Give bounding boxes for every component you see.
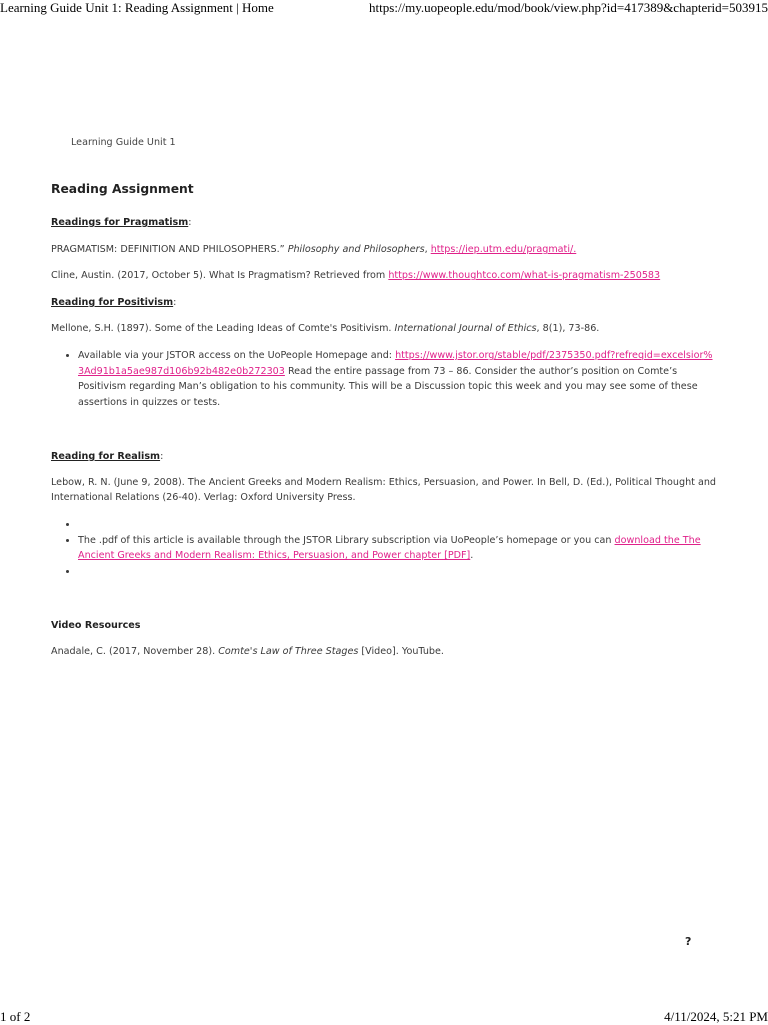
video-ref-title: Comte's Law of Three Stages bbox=[218, 646, 359, 657]
realism-heading: Reading for Realism bbox=[51, 451, 161, 462]
positivism-bullet-instructions: Read the entire passage from 73 – 86. Consider the author’s position on Comte’s Positivism regarding Man’s obligation to his community. This will be a Discussion topic this week and you may see some of these assertions in quizzes or tests. bbox=[78, 365, 698, 408]
pragmatism-ref2-text: Cline, Austin. (2017, October 5). What Is Pragmatism? Retrieved from bbox=[51, 270, 389, 281]
positivism-ref-tail: , 8(1), 73-86. bbox=[536, 323, 600, 334]
video-ref-text: Anadale, C. (2017, November 28). bbox=[51, 646, 219, 657]
realism-bullet-text: The .pdf of this article is available through the JSTOR Library subscription via UoPeople’s homepage or you can bbox=[78, 534, 615, 546]
list-item bbox=[78, 533, 718, 564]
print-footer bbox=[0, 1009, 768, 1025]
realism-bullet-period: . bbox=[470, 550, 474, 561]
list-item bbox=[78, 348, 718, 410]
jstor-positivism-link[interactable]: https://www.jstor.org/stable/pdf/2375350.pdf?refreqid=excelsior%3Ad91b1a5ae987d106b92b482e0b272303 bbox=[78, 350, 713, 377]
iep-pragmatism-link[interactable]: https://iep.utm.edu/pragmati/. bbox=[430, 244, 577, 255]
positivism-ref-text: Mellone, S.H. (1897). Some of the Leading Ideas of Comte's Positivism. bbox=[51, 323, 395, 334]
positivism-heading: Reading for Positivism bbox=[51, 297, 174, 308]
positivism-heading-line bbox=[51, 295, 176, 310]
pragmatism-ref1-sep: , bbox=[424, 244, 431, 255]
realism-chapter-pdf-link[interactable]: download the The Ancient Greeks and Modern Realism: Ethics, Persuasion, and Power chapter [PDF] bbox=[78, 534, 701, 561]
positivism-bullet-text: Available via your JSTOR access on the UoPeople Homepage and: bbox=[78, 350, 396, 361]
print-page-count: 1 of 2 bbox=[0, 1009, 31, 1024]
book-title: Learning Guide Unit 1 bbox=[71, 137, 176, 148]
pragmatism-heading-colon: : bbox=[188, 217, 192, 228]
print-datetime: 4/11/2024, 5:21 PM bbox=[664, 1009, 768, 1024]
realism-bullets bbox=[51, 517, 718, 579]
video-resources-heading: Video Resources bbox=[51, 620, 141, 631]
realism-heading-colon: : bbox=[160, 451, 164, 462]
pragmatism-ref1-source: Philosophy and Philosophers bbox=[287, 244, 425, 255]
positivism-reference bbox=[51, 321, 599, 336]
positivism-heading-colon: : bbox=[173, 297, 177, 308]
video-ref-tail: [Video]. YouTube. bbox=[358, 646, 444, 657]
pragmatism-reference-1 bbox=[51, 242, 576, 257]
pragmatism-heading: Readings for Pragmatism bbox=[51, 217, 189, 228]
list-item bbox=[78, 517, 718, 533]
realism-reference: Lebow, R. N. (June 9, 2008). The Ancient Greeks and Modern Realism: Ethics, Persuasion, and Power. In Bell, D. (Ed.), Political Thought and International Relations (26-40). Verlag: Oxford University Press. bbox=[51, 477, 717, 503]
thoughtco-pragmatism-link[interactable]: https://www.thoughtco.com/what-is-pragmatism-250583 bbox=[388, 270, 661, 281]
print-url: https://my.uopeople.edu/mod/book/view.php?id=417389&chapterid=503915 bbox=[369, 0, 768, 15]
pragmatism-reference-2 bbox=[51, 268, 660, 283]
positivism-bullets bbox=[51, 348, 718, 410]
positivism-ref-journal: International Journal of Ethics bbox=[394, 323, 537, 334]
pragmatism-heading-line bbox=[51, 215, 192, 230]
pragmatism-ref1-text: PRAGMATISM: DEFINITION AND PHILOSOPHERS.” bbox=[51, 244, 288, 255]
chapter-title: Reading Assignment bbox=[51, 182, 194, 196]
realism-heading-line bbox=[51, 449, 163, 464]
video-reference bbox=[51, 644, 444, 659]
print-header bbox=[0, 0, 768, 16]
list-item bbox=[78, 564, 718, 580]
print-page-title: Learning Guide Unit 1: Reading Assignment | Home bbox=[0, 0, 274, 15]
help-icon[interactable]: ? bbox=[685, 935, 692, 948]
